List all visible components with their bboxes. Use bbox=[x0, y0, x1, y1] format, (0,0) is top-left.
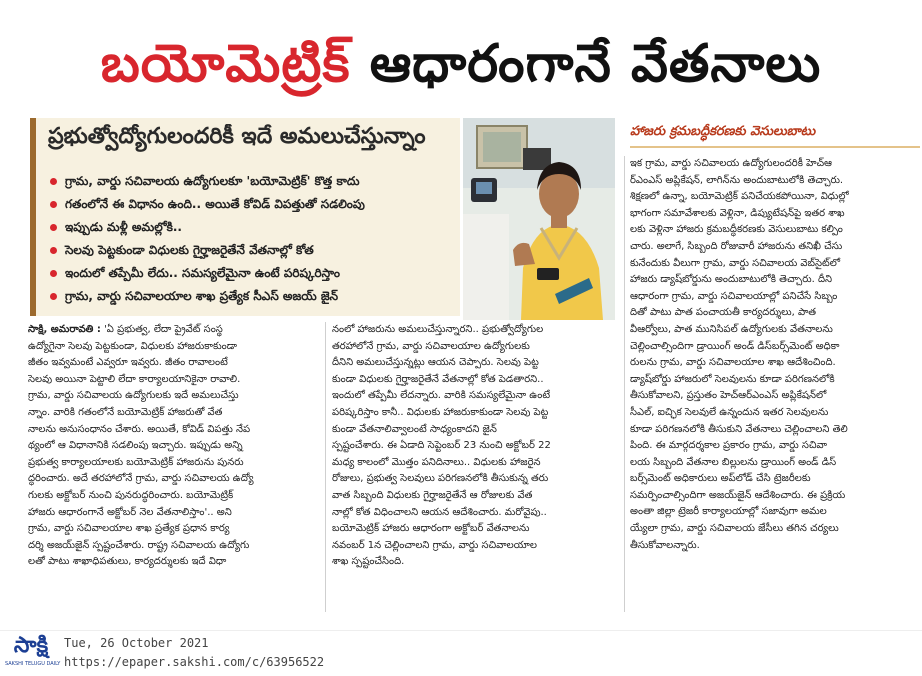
highlight-bullet: గ్రామ, వార్డు సచివాలయాల శాఖ ప్రత్యేక సీఎస్ అజయ్ జైన్ bbox=[50, 285, 460, 307]
article-line: బర్స్‌మెంట్ అధికారులు అప్‌లోడ్ చేసి ట్రెజరీలకు bbox=[630, 473, 811, 485]
article-line: నంలో హాజరును అమలుచేస్తున్నారని.. ప్రభుత్వోద్యోగుల bbox=[332, 324, 544, 335]
article-line: కూడా పరిగణనలోకి తీసుకుని వేతనాలు చెల్లించాలని తెలి bbox=[630, 423, 848, 435]
article-line: ఇక గ్రామ, వార్డు సచివాలయ ఉద్యోగులందరికీ హెచ్‌ఆ bbox=[630, 158, 833, 169]
article-line: లయ సిబ్బంది వేతనాల బిల్లులను డ్రాయింగ్ అండ్ డిస్ bbox=[630, 456, 837, 468]
highlights-title: ప్రభుత్వోద్యోగులందరికీ ఇదే అమలుచేస్తున్నాం bbox=[48, 124, 426, 149]
bullet-dot-icon bbox=[50, 224, 57, 231]
article-line: ప్రభుత్వ కార్యాలయాలకు బయోమెట్రిక్ హాజరును పునరు bbox=[28, 456, 244, 468]
headline-part-red: బయోమెట్రిక్ bbox=[100, 34, 351, 94]
article-line: ఇందులో తప్పేమీ లేదన్నారు. వారికి సమస్యలేమైనా ఉంటే bbox=[332, 390, 551, 402]
highlight-bullet: గ్రామ, వార్డు సచివాలయ ఉద్యోగులకూ 'బయోమెట్రిక్' కొత్త కాదు bbox=[50, 170, 460, 192]
column-divider bbox=[624, 156, 625, 612]
article-line: సెలవు అయినా పెట్టాలి లేదా కార్యాలయానికైనా రావాలి. bbox=[28, 373, 241, 385]
byline: సాక్షి, అమరావతి : bbox=[28, 324, 101, 335]
article-line: ఉద్యోగైనా సెలవు పెట్టకుండా, విధులకు హాజరుకాకుండా bbox=[28, 340, 237, 352]
article-line: సాక్షి, అమరావతి : 'ఏ ప్రభుత్వ, లేదా ప్రైవేట్ సంస్థ bbox=[28, 324, 223, 335]
highlight-bullet: ఇప్పుడు మళ్లీ అమల్లోకి.. bbox=[50, 216, 460, 238]
article-line: నాల్లో కోత విధించాలని ఆయన ఆదేశించారు. మరోవైపు.. bbox=[332, 506, 547, 518]
bullet-dot-icon bbox=[50, 201, 57, 208]
article-line: చెల్లించాల్సిందిగా డ్రాయింగ్ అండ్ డిస్‌బర్స్‌మెంట్ అధికా bbox=[630, 340, 840, 352]
article-line: స్పష్టంచేశారు. ఈ ఏడాది సెప్టెంబర్ 23 నుంచి అక్టోబర్ 22 bbox=[332, 440, 551, 452]
article-line: జీతం ఇవ్వమంటే ఎవ్వరూ ఇవ్వరు. జీతం రావాలంటే bbox=[28, 357, 228, 369]
article-line: హాజరు డ్యాష్‌బోర్డును అందుబాటులోకి తెచ్చారు. దీని bbox=[630, 274, 833, 286]
article-line: కుండా వేతనాలివ్వాలంటే సాధ్యంకాదని జైన్ bbox=[332, 423, 497, 435]
article-line: తీసుకోవాలని, ప్రస్తుతం హెచ్‌ఆర్ఎంఎస్ అప్లికేషన్‌లో bbox=[630, 390, 827, 402]
article-line: చారు. అలాగే, సిబ్బంది రోజువారీ హాజరును తనిఖీ చేసు bbox=[630, 240, 843, 252]
article-line: రులను గ్రామ, వార్డు సచివాలయాల శాఖ ఆదేశించింది. bbox=[630, 357, 836, 369]
article-line: న్నాం. వారికి గతంలోనే బయోమెట్రిక్ హాజరుతో వేత bbox=[28, 406, 223, 418]
article-line: నాలను అనుసంధానం చేశారు. అయితే, కోవిడ్ విపత్తు నేప bbox=[28, 423, 251, 435]
highlight-bullet: సెలవు పెట్టకుండా విధులకు గైర్హాజరైతేనే వేతనాల్లో కోత bbox=[50, 239, 460, 261]
sakshi-logo bbox=[5, 633, 61, 671]
article-line: హాజరు ఆధారంగానే అక్టోబర్ నెల వేతనాలిస్తాం'.. అని bbox=[28, 506, 232, 518]
article-line: కునేందుకు వీలుగా గ్రామ, వార్డు సచివాలయ వెబ్‌సైట్‌లో bbox=[630, 257, 841, 269]
bullet-dot-icon bbox=[50, 247, 57, 254]
headline-part-black: ఆధారంగానే వేతనాలు bbox=[369, 34, 822, 94]
sidebar-title: హాజరు క్రమబద్ధీకరణకు వెసులుబాటు bbox=[630, 118, 920, 148]
article-line: ఆధారంగా గ్రామ, వార్డు సచివాలయాల్లో పనిచేసే సిబ్బం bbox=[630, 290, 838, 302]
bullet-dot-icon bbox=[50, 293, 57, 300]
article-line: థ్యంలో ఆ విధానానికి సడలింపు ఇచ్చారు. ఇప్పుడు అన్ని bbox=[28, 440, 243, 452]
epaper-link[interactable]: https://epaper.sakshi.com/c/63956522 bbox=[64, 655, 325, 669]
article-line: వీఆర్వోలు, పాత మునిసిపల్ ఉద్యోగులకు వేతనాలను bbox=[630, 323, 833, 335]
headline bbox=[0, 20, 922, 108]
article-line: దీనిని అమలుచేస్తున్నట్లు ఆయన చెప్పారు. సెలవు పెట్ట bbox=[332, 357, 539, 369]
article-line: అంతా జిల్లా ట్రెజరీ కార్యాలయాల్లో సజావుగా అమల bbox=[630, 506, 827, 518]
article-line: గ్రామ, వార్డు సచివాలయ ఉద్యోగులకు ఇదే అమలుచేస్తు bbox=[28, 390, 239, 402]
bullet-dot-icon bbox=[50, 270, 57, 277]
highlights-box bbox=[30, 118, 460, 316]
article-line: లతో పాటు శాఖాధిపతులు, కార్యదర్శులకు ఇదే విధా bbox=[28, 556, 227, 568]
article-line: లకు వెళ్లినా హాజరు క్రమబద్ధీకరణకు వెసులుబాటు కల్పిం bbox=[630, 224, 843, 236]
logo-subtitle: SAKSHI TELUGU DAILY bbox=[5, 661, 61, 667]
article-line: భాగంగా సమావేశాలకు వెళ్లినా, డిప్యుటేషన్‌పై ఇతర శాఖ bbox=[630, 207, 845, 219]
photo-illustration bbox=[463, 118, 615, 320]
article-line: డ్యాష్‌బోర్డు హాజరులో సెలవులను కూడా పరిగణనలోకి bbox=[630, 373, 835, 385]
photo-biometric-employee bbox=[463, 118, 615, 320]
article-line: నవంబర్ 1న చెల్లించాలని గ్రామ, వార్డు సచివాలయాల bbox=[332, 539, 537, 551]
sidebar-column bbox=[630, 156, 916, 554]
article-line: సమర్పించాల్సిందిగా అజయ్‌జైన్ ఆదేశించారు. ఈ ప్రక్రియ bbox=[630, 489, 846, 501]
column-divider bbox=[325, 322, 326, 612]
article-line: పింది. ఈ మార్గదర్శకాల ప్రకారం గ్రామ, వార్డు సచివా bbox=[630, 440, 828, 452]
logo-text: సాక్షి bbox=[13, 633, 49, 658]
article-line: రోజులు, ప్రభుత్వ సెలవులు పరిగణనలోకి తీసుకున్న తరు bbox=[332, 473, 549, 485]
article-line: తీసుకోవాలన్నారు. bbox=[630, 539, 700, 551]
article-line: మధ్య కాలంలో మొత్తం పనిదినాలు.. విధులకు హాజరైన bbox=[332, 456, 541, 468]
article-line: బయోమెట్రిక్ హాజరు ఆధారంగా అక్టోబర్ వేతనాలను bbox=[332, 523, 530, 535]
article-line: గ్రామ, వార్డు సచివాలయాల శాఖ ప్రత్యేక ప్రధాన కార్య bbox=[28, 523, 230, 535]
article-line: సీఎల్, ఐచ్ఛిక సెలవులే ఉన్నందున ఇతర సెలవులను bbox=[630, 406, 829, 418]
article-line: శాఖ స్పష్టంచేసింది. bbox=[332, 556, 405, 568]
article-line: దర్శి అజయ్‌జైన్ స్పష్టంచేశారు. రాష్ట్ర సచివాలయ ఉద్యోగు bbox=[28, 539, 250, 551]
article-column-2 bbox=[332, 322, 618, 571]
article-line: తరహాలోనే గ్రామ, వార్డు సచివాలయాల ఉద్యోగులకు bbox=[332, 340, 530, 352]
article-line: కుండా విధులకు గైర్హాజరైతేనే వేతనాల్లో కోత పెడతారని.. bbox=[332, 373, 544, 385]
article-line: దితో పాటు పాత పంచాయతీ కార్యదర్శులు, పాత bbox=[630, 307, 817, 319]
highlight-bullet: ఇందులో తప్పేమీ లేదు.. సమస్యలేమైనా ఉంటే పరిష్కరిస్తాం bbox=[50, 262, 460, 284]
article-line: ర్ఎంఎస్ అప్లికేషన్, లాగిన్‌ను అందుబాటులోకి తెచ్చారు. bbox=[630, 174, 844, 186]
article-line: య్యేలా గ్రామ, వార్డు సచివాలయ జేసీలు తగిన చర్యలు bbox=[630, 523, 839, 535]
article-line: పరిష్కరిస్తాం కానీ.. విధులకు హాజరుకాకుండా సెలవు పెట్ట bbox=[332, 406, 549, 418]
highlight-bullet: గతంలోనే ఈ విధానం ఉంది.. అయితే కోవిడ్ విపత్తుతో సడలింపు bbox=[50, 193, 460, 215]
article-line: శిక్షణలో ఉన్నా, బయోమెట్రిక్ పనిచేయకపోయినా, విధుల్లో bbox=[630, 191, 849, 203]
article-line: గులకు అక్టోబర్ నుంచి పునరుద్ధరించారు. బయోమెట్రిక్ bbox=[28, 489, 234, 501]
edition-date: Tue, 26 October 2021 bbox=[64, 636, 209, 650]
article-line: ద్ధరించారు. అదే తరహాలోనే గ్రామ, వార్డు సచివాలయ ఉద్యో bbox=[28, 473, 254, 485]
article-column-1 bbox=[28, 322, 320, 571]
article-line: వాత సిబ్బంది విధులకు గైర్హాజరైతేనే ఆ రోజులకు వేత bbox=[332, 489, 533, 501]
bullet-dot-icon bbox=[50, 178, 57, 185]
